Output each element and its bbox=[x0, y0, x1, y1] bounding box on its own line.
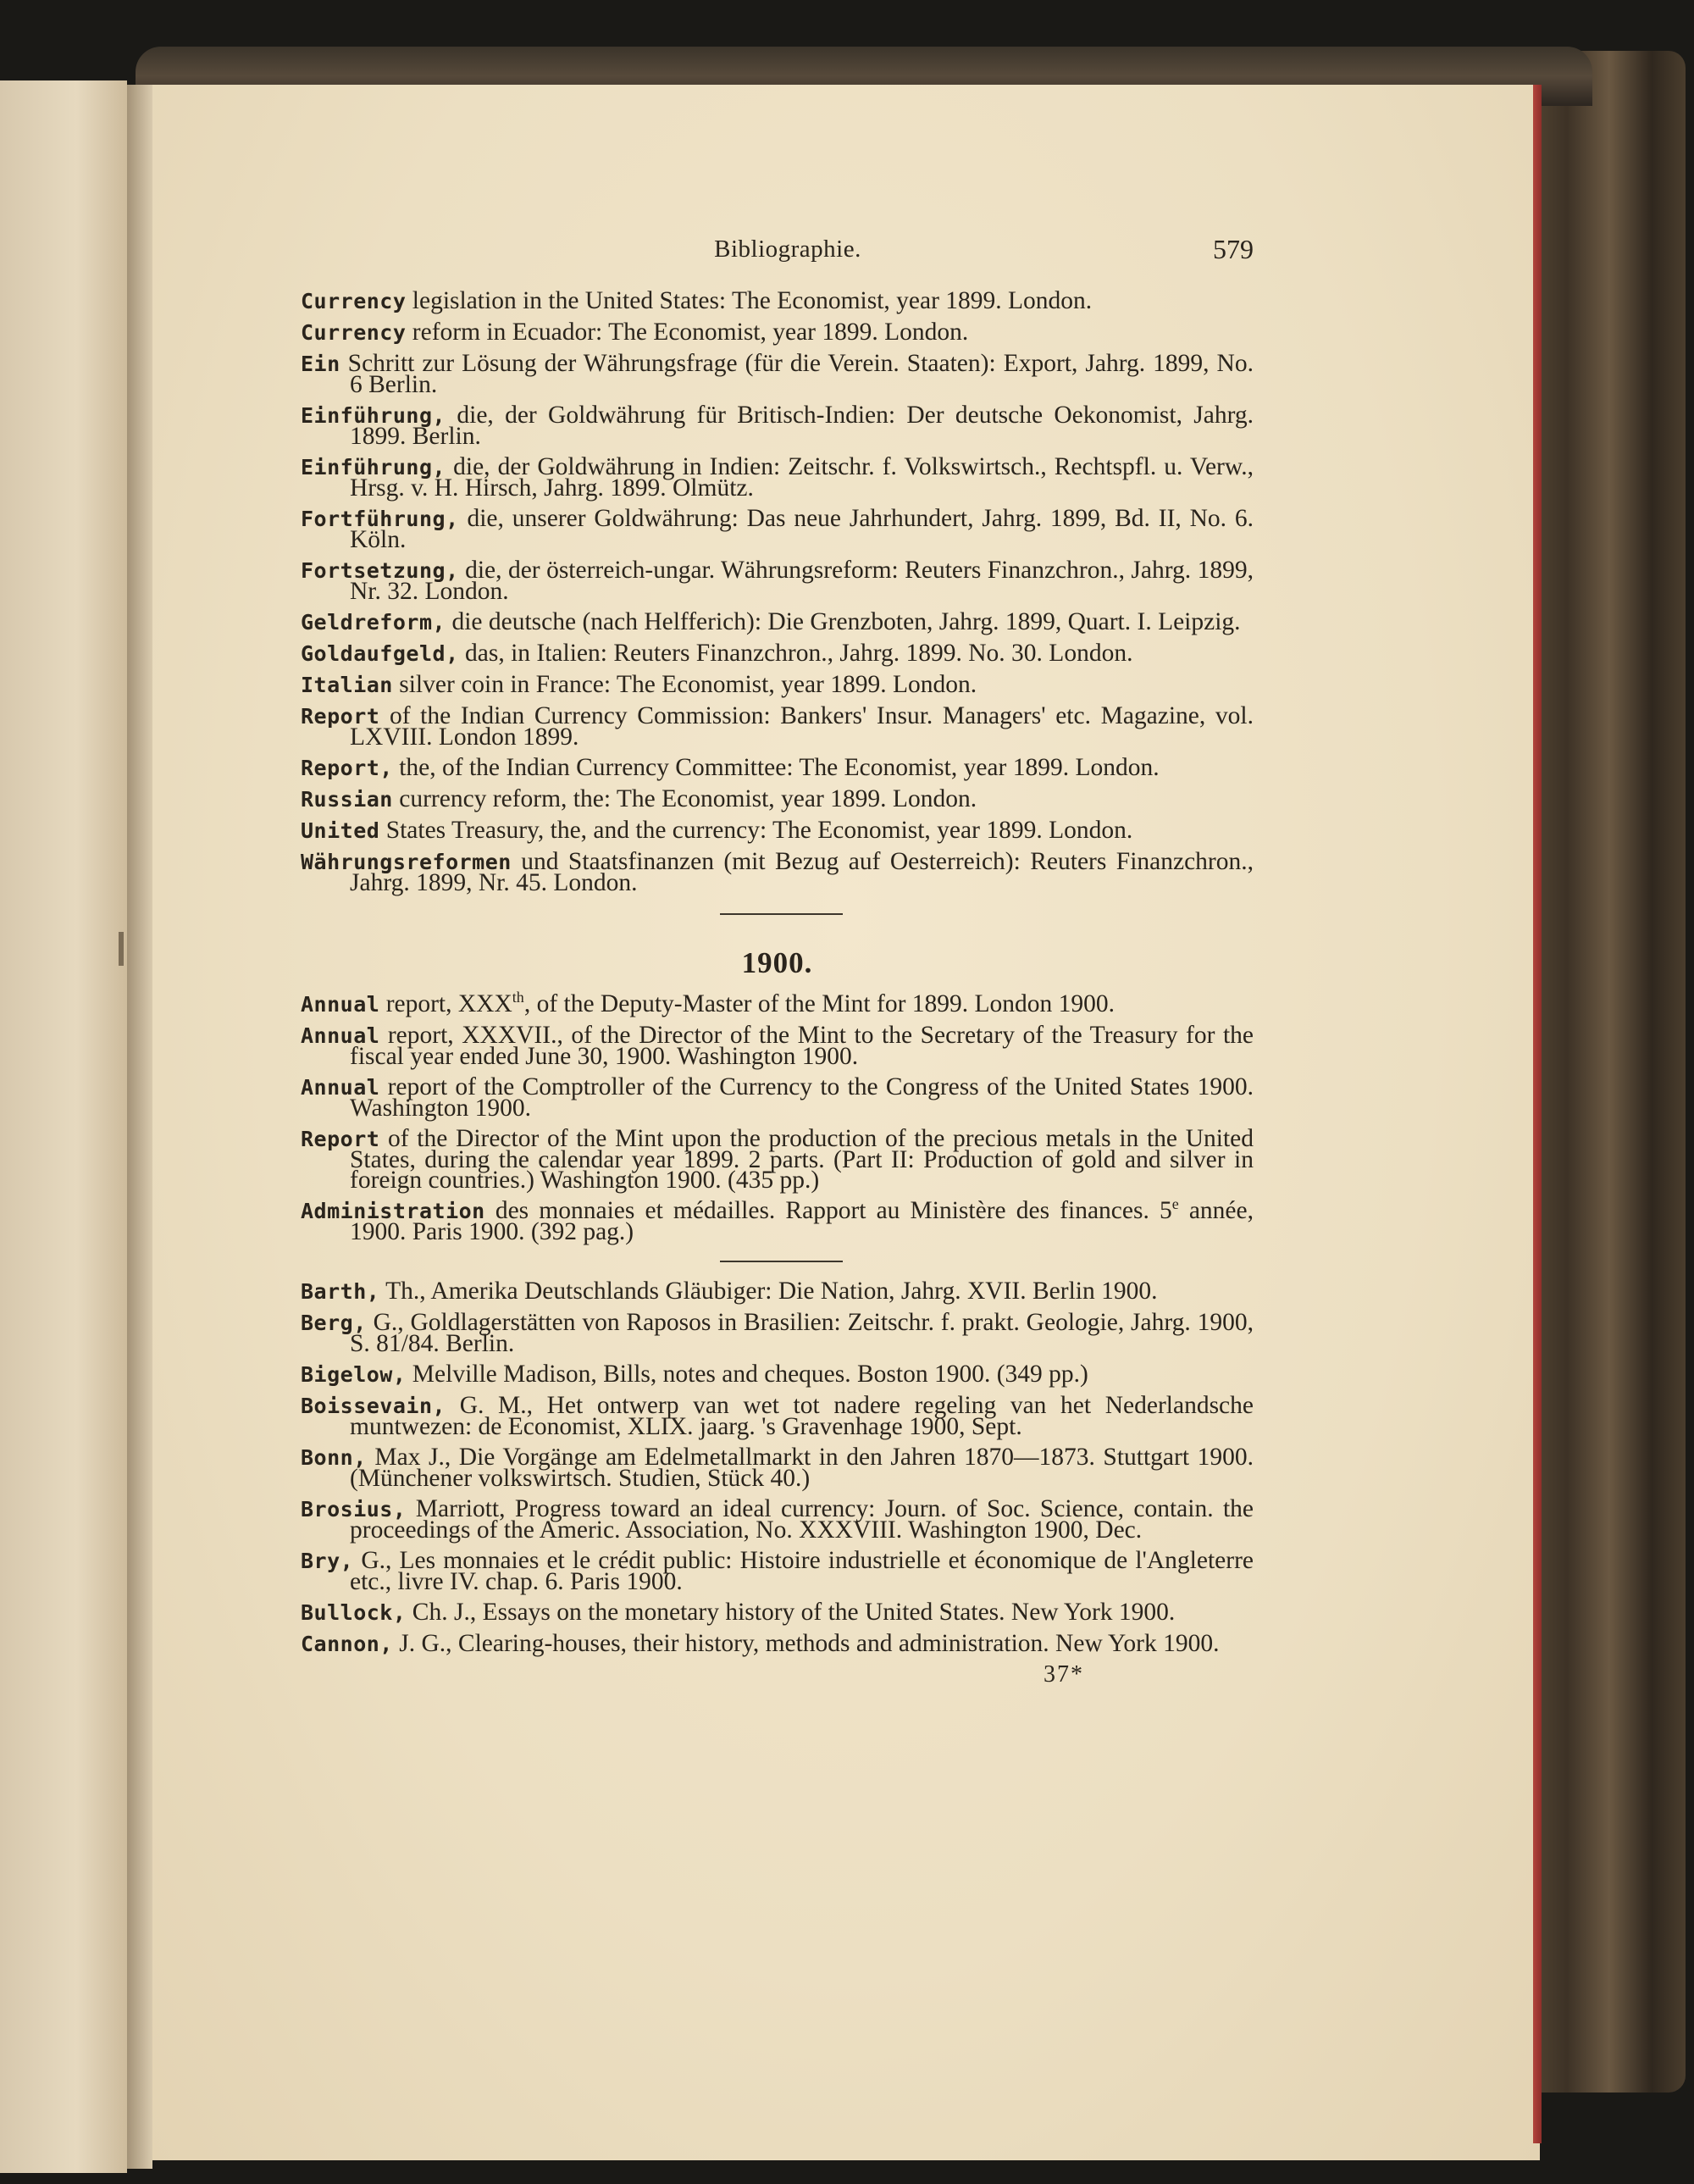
bib-entry: Ein Schritt zur Lösung der Währungsfrage (für die Verein. Staaten): Export, Jahrg. 1899, No. 6 Berlin. bbox=[301, 350, 1254, 398]
signature-mark: 37* bbox=[1044, 1661, 1084, 1688]
bib-entry: Report of the Indian Currency Commission: Bankers' Insur. Managers' etc. Magazine, vol. LXVIII. London 1899. bbox=[301, 702, 1254, 751]
bib-entry: Fortführung, die, unserer Goldwährung: Das neue Jahrhundert, Jahrg. 1899, Bd. II, No. 6. Köln. bbox=[301, 505, 1254, 553]
book-cover-edge bbox=[1516, 51, 1686, 2093]
bib-entry: United States Treasury, the, and the currency: The Economist, year 1899. London. bbox=[301, 817, 1133, 844]
bib-entry: Brosius, Marriott, Progress toward an ideal currency: Journ. of Soc. Science, contain. the proceedings of the Americ. Association, No. XXXVIII. Washington 1900, Dec. bbox=[301, 1495, 1254, 1544]
year-heading: 1900. bbox=[741, 946, 813, 979]
section-divider bbox=[720, 913, 843, 915]
bib-entry: Cannon, J. G., Clearing-houses, their history, methods and administration. New York 1900. bbox=[301, 1630, 1220, 1657]
facing-page-edge bbox=[0, 80, 127, 2173]
bib-entry: Italian silver coin in France: The Economist, year 1899. London. bbox=[301, 671, 977, 698]
bib-entry: Bonn, Max J., Die Vorgänge am Edelmetallmarkt in den Jahren 1870—1873. Stuttgart 1900. (Münchener volkswirtsch. Studien, Stück 40.) bbox=[301, 1444, 1254, 1492]
bib-entry: Fortsetzung, die, der österreich-ungar. Währungsreform: Reuters Finanzchron., Jahrg. 1899, Nr. 32. London. bbox=[301, 557, 1254, 605]
bib-entry: Bullock, Ch. J., Essays on the monetary history of the United States. New York 1900. bbox=[301, 1599, 1176, 1626]
bib-entry: Boissevain, G. M., Het ontwerp van wet tot nadere regeling van het Nederlandsche muntwezen: de Economist, XLIX. jaarg. 's Gravenhage 1900, Sept. bbox=[301, 1392, 1254, 1440]
bib-entry: Einführung, die, der Goldwährung für Britisch-Indien: Der deutsche Oekonomist, Jahrg. 1899. Berlin. bbox=[301, 402, 1254, 450]
bib-entry: Goldaufgeld, das, in Italien: Reuters Finanzchron., Jahrg. 1899. No. 30. London. bbox=[301, 640, 1133, 667]
bib-entry: Geldreform, die deutsche (nach Helfferich): Die Grenzboten, Jahrg. 1899, Quart. I. Leipzig. bbox=[301, 608, 1241, 635]
page-number: 579 bbox=[1213, 234, 1254, 264]
bib-entry: Einführung, die, der Goldwährung in Indien: Zeitschr. f. Volkswirtsch., Rechtspfl. u. Verw., Hrsg. v. H. Hirsch, Jahrg. 1899. Olmütz. bbox=[301, 453, 1254, 502]
bib-entry: Bigelow, Melville Madison, Bills, notes and cheques. Boston 1900. (349 pp.) bbox=[301, 1361, 1088, 1388]
bib-entry: Bry, G., Les monnaies et le crédit public: Histoire industrielle et économique de l'Angleterre etc., livre IV. chap. 6. Paris 1900. bbox=[301, 1547, 1254, 1595]
bib-entry: Annual report, XXXVII., of the Director of the Mint to the Secretary of the Treasury for the fiscal year ended June 30, 1900. Washington 1900. bbox=[301, 1022, 1254, 1070]
binding-mark bbox=[119, 932, 124, 966]
bibliography-content bbox=[301, 287, 1254, 1688]
bib-entry: Annual report of the Comptroller of the Currency to the Congress of the United States 1900. Washington 1900. bbox=[301, 1073, 1254, 1122]
bib-entry: Berg, G., Goldlagerstätten von Raposos in Brasilien: Zeitschr. f. prakt. Geologie, Jahrg. 1900, S. 81/84. Berlin. bbox=[301, 1309, 1254, 1357]
bib-entry: Report of the Director of the Mint upon the production of the precious metals in the United States, during the calendar year 1899. 2 parts. (Part II: Production of gold and silver in foreign countries.) Washington 1900. (435 pp.) bbox=[301, 1125, 1254, 1194]
red-page-edge bbox=[1533, 85, 1542, 2143]
bib-entry: Annual report, XXXth, of the Deputy-Master of the Mint for 1899. London 1900. bbox=[301, 989, 1115, 1017]
section-1900-official bbox=[301, 989, 1254, 1245]
running-head: Bibliographie. bbox=[714, 236, 861, 263]
section-1899 bbox=[301, 287, 1254, 896]
bib-entry: Barth, Th., Amerika Deutschlands Gläubiger: Die Nation, Jahrg. XVII. Berlin 1900. bbox=[301, 1278, 1158, 1305]
section-divider bbox=[720, 1261, 843, 1262]
bib-entry: Report, the, of the Indian Currency Committee: The Economist, year 1899. London. bbox=[301, 754, 1160, 781]
book-gutter bbox=[127, 85, 152, 2169]
bib-entry: Russian currency reform, the: The Economist, year 1899. London. bbox=[301, 785, 977, 812]
bib-entry: Currency reform in Ecuador: The Economist, year 1899. London. bbox=[301, 319, 969, 346]
bib-entry: Administration des monnaies et médailles. Rapport au Ministère des finances. 5e année, 1900. Paris 1900. (392 pag.) bbox=[301, 1195, 1254, 1245]
bib-entry: Währungsreformen und Staatsfinanzen (mit Bezug auf Oesterreich): Reuters Finanzchron., Jahrg. 1899, Nr. 45. London. bbox=[301, 848, 1254, 896]
section-1900-authors bbox=[301, 1278, 1254, 1657]
bib-entry: Currency legislation in the United States: The Economist, year 1899. London. bbox=[301, 287, 1093, 314]
